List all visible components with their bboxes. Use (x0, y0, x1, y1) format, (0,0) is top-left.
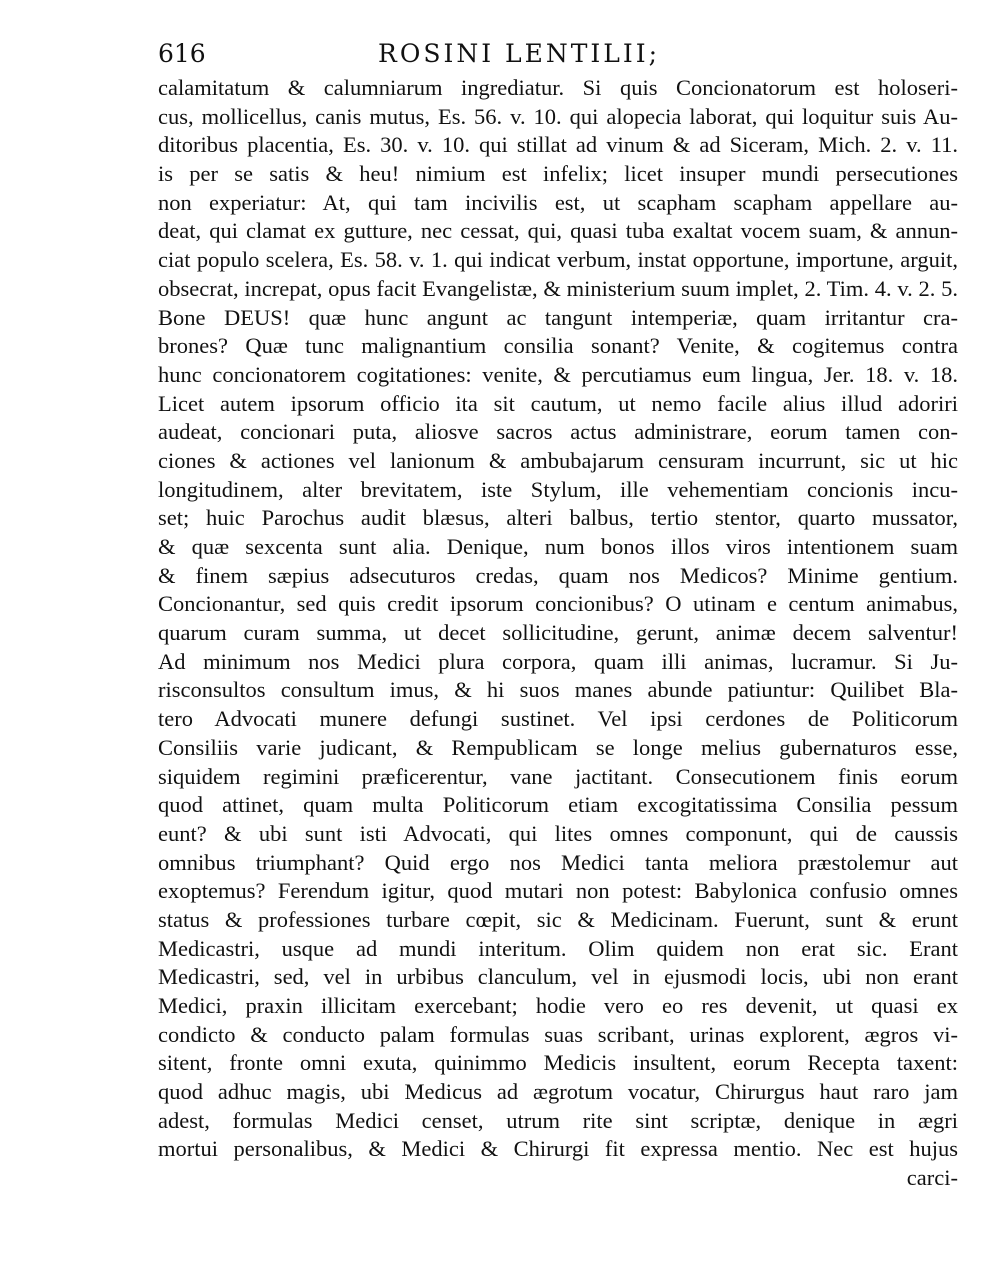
text-line: tero Advocati munere defungi sustinet. Vel ipsi cerdones de Politicorum (158, 706, 958, 732)
text-line: deat, qui clamat ex gutture, nec cessat, qui, quasi tuba exaltat vocem suam, & annun- (158, 218, 958, 244)
text-line: ciones & actiones vel lanionum & ambubajarum censuram incurrunt, sic ut hic (158, 447, 958, 473)
text-line: condicto & conducto palam formulas suas scribant, urinas explorent, ægros vi- (158, 1021, 958, 1047)
text-line: exoptemus? Ferendum igitur, quod mutari non potest: Babylonica confusio omnes (158, 878, 958, 904)
text-line: Concionantur, sed quis credit ipsorum concionibus? O utinam e centum animabus, (158, 591, 958, 617)
text-line: is per se satis & heu! nimium est infelix; licet insuper mundi persecutiones (158, 161, 958, 187)
body-text (158, 74, 958, 1193)
running-head: ROSINI LENTILII; (378, 39, 661, 68)
text-line: siquidem regimini præficerentur, vane jactitant. Consecutionem finis eorum (158, 763, 958, 789)
text-line: status & professiones turbare cœpit, sic & Medicinam. Fuerunt, sunt & erunt (158, 906, 958, 932)
text-line: eunt? & ubi sunt isti Advocati, qui lites omnes componunt, qui de caussis (158, 820, 958, 846)
text-line: Ad minimum nos Medici plura corpora, quam illi animas, lucramur. Si Ju- (158, 648, 958, 674)
text-line: adest, formulas Medici censet, utrum rite sint scriptæ, denique in ægri (158, 1107, 958, 1133)
text-line: sitent, fronte omni exuta, quinimmo Medicis insultent, eorum Recepta taxent: (158, 1050, 958, 1076)
text-line: quod adhuc magis, ubi Medicus ad ægrotum vocatur, Chirurgus haut raro jam (158, 1079, 958, 1105)
page-number: 616 (158, 39, 206, 68)
text-line: quarum curam summa, ut decet sollicitudine, gerunt, animæ decem salventur! (158, 620, 958, 646)
text-line: calamitatum & calumniarum ingrediatur. Si quis Concionatorum est holoseri- (158, 75, 958, 100)
text-line: cus, mollicellus, canis mutus, Es. 56. v. 10. qui alopecia laborat, qui loquitur suis Au- (158, 103, 958, 129)
text-line: & finem sæpius adsecuturos credas, quam nos Medicos? Minime gentium. (158, 562, 958, 588)
text-line: risconsultos consultum imus, & hi suos manes abunde patiuntur: Quilibet Bla- (158, 677, 958, 703)
text-line: ciat populo scelera, Es. 58. v. 1. qui indicat verbum, instat opportune, importune, arguit, (158, 247, 958, 273)
text-line: longitudinem, alter brevitatem, iste Stylum, ille vehementiam concionis incu- (158, 476, 958, 502)
text-line: ditoribus placentia, Es. 30. v. 10. qui stillat ad vinum & ad Siceram, Mich. 2. v. 11. (158, 132, 958, 158)
text-line: set; huic Parochus audit blæsus, alteri balbus, tertio stentor, quarto mussator, (158, 505, 958, 531)
text-line: Medicastri, sed, vel in urbibus clanculum, vel in ejusmodi locis, ubi non erant (158, 964, 958, 990)
text-line: & quæ sexcenta sunt alia. Denique, num bonos illos viros intentionem suam (158, 534, 958, 559)
text-line: Licet autem ipsorum officio ita sit cautum, ut nemo facile alius illud adoriri (158, 390, 958, 416)
text-line: audeat, concionari puta, aliosve sacros actus administrare, eorum tamen con- (158, 419, 958, 445)
text-line: Medicastri, usque ad mundi interitum. Olim quidem non erat sic. Erant (158, 935, 958, 961)
text-line: quod attinet, quam multa Politicorum etiam excogitatissima Consilia pessum (158, 792, 958, 818)
text-line: brones? Quæ tunc malignantium consilia sonant? Venite, & cogitemus contra (158, 333, 958, 359)
text-line: mortui personalibus, & Medici & Chirurgi fit expressa mentio. Nec est hujus (158, 1136, 958, 1162)
page-header (158, 36, 958, 72)
text-line: Consiliis varie judicant, & Rempublicam se longe melius gubernaturos esse, (158, 734, 958, 760)
text-line: non experiatur: At, qui tam incivilis est, ut scapham scapham appellare au- (158, 189, 958, 215)
text-line: omnibus triumphant? Quid ergo nos Medici tanta meliora præstolemur aut (158, 849, 958, 875)
catchword: carci- (906, 1165, 958, 1191)
text-line: obsecrat, increpat, opus facit Evangelistæ, & ministerium suum implet, 2. Tim. 4. v. 2. 5. (158, 275, 958, 301)
text-line: Bone DEUS! quæ hunc angunt ac tangunt intemperiæ, quam irritantur cra- (158, 304, 958, 330)
text-line: Medici, praxin illicitam exercebant; hodie vero eo res devenit, ut quasi ex (158, 993, 958, 1018)
text-line: hunc concionatorem cogitationes: venite, & percutiamus eum lingua, Jer. 18. v. 18. (158, 361, 958, 387)
